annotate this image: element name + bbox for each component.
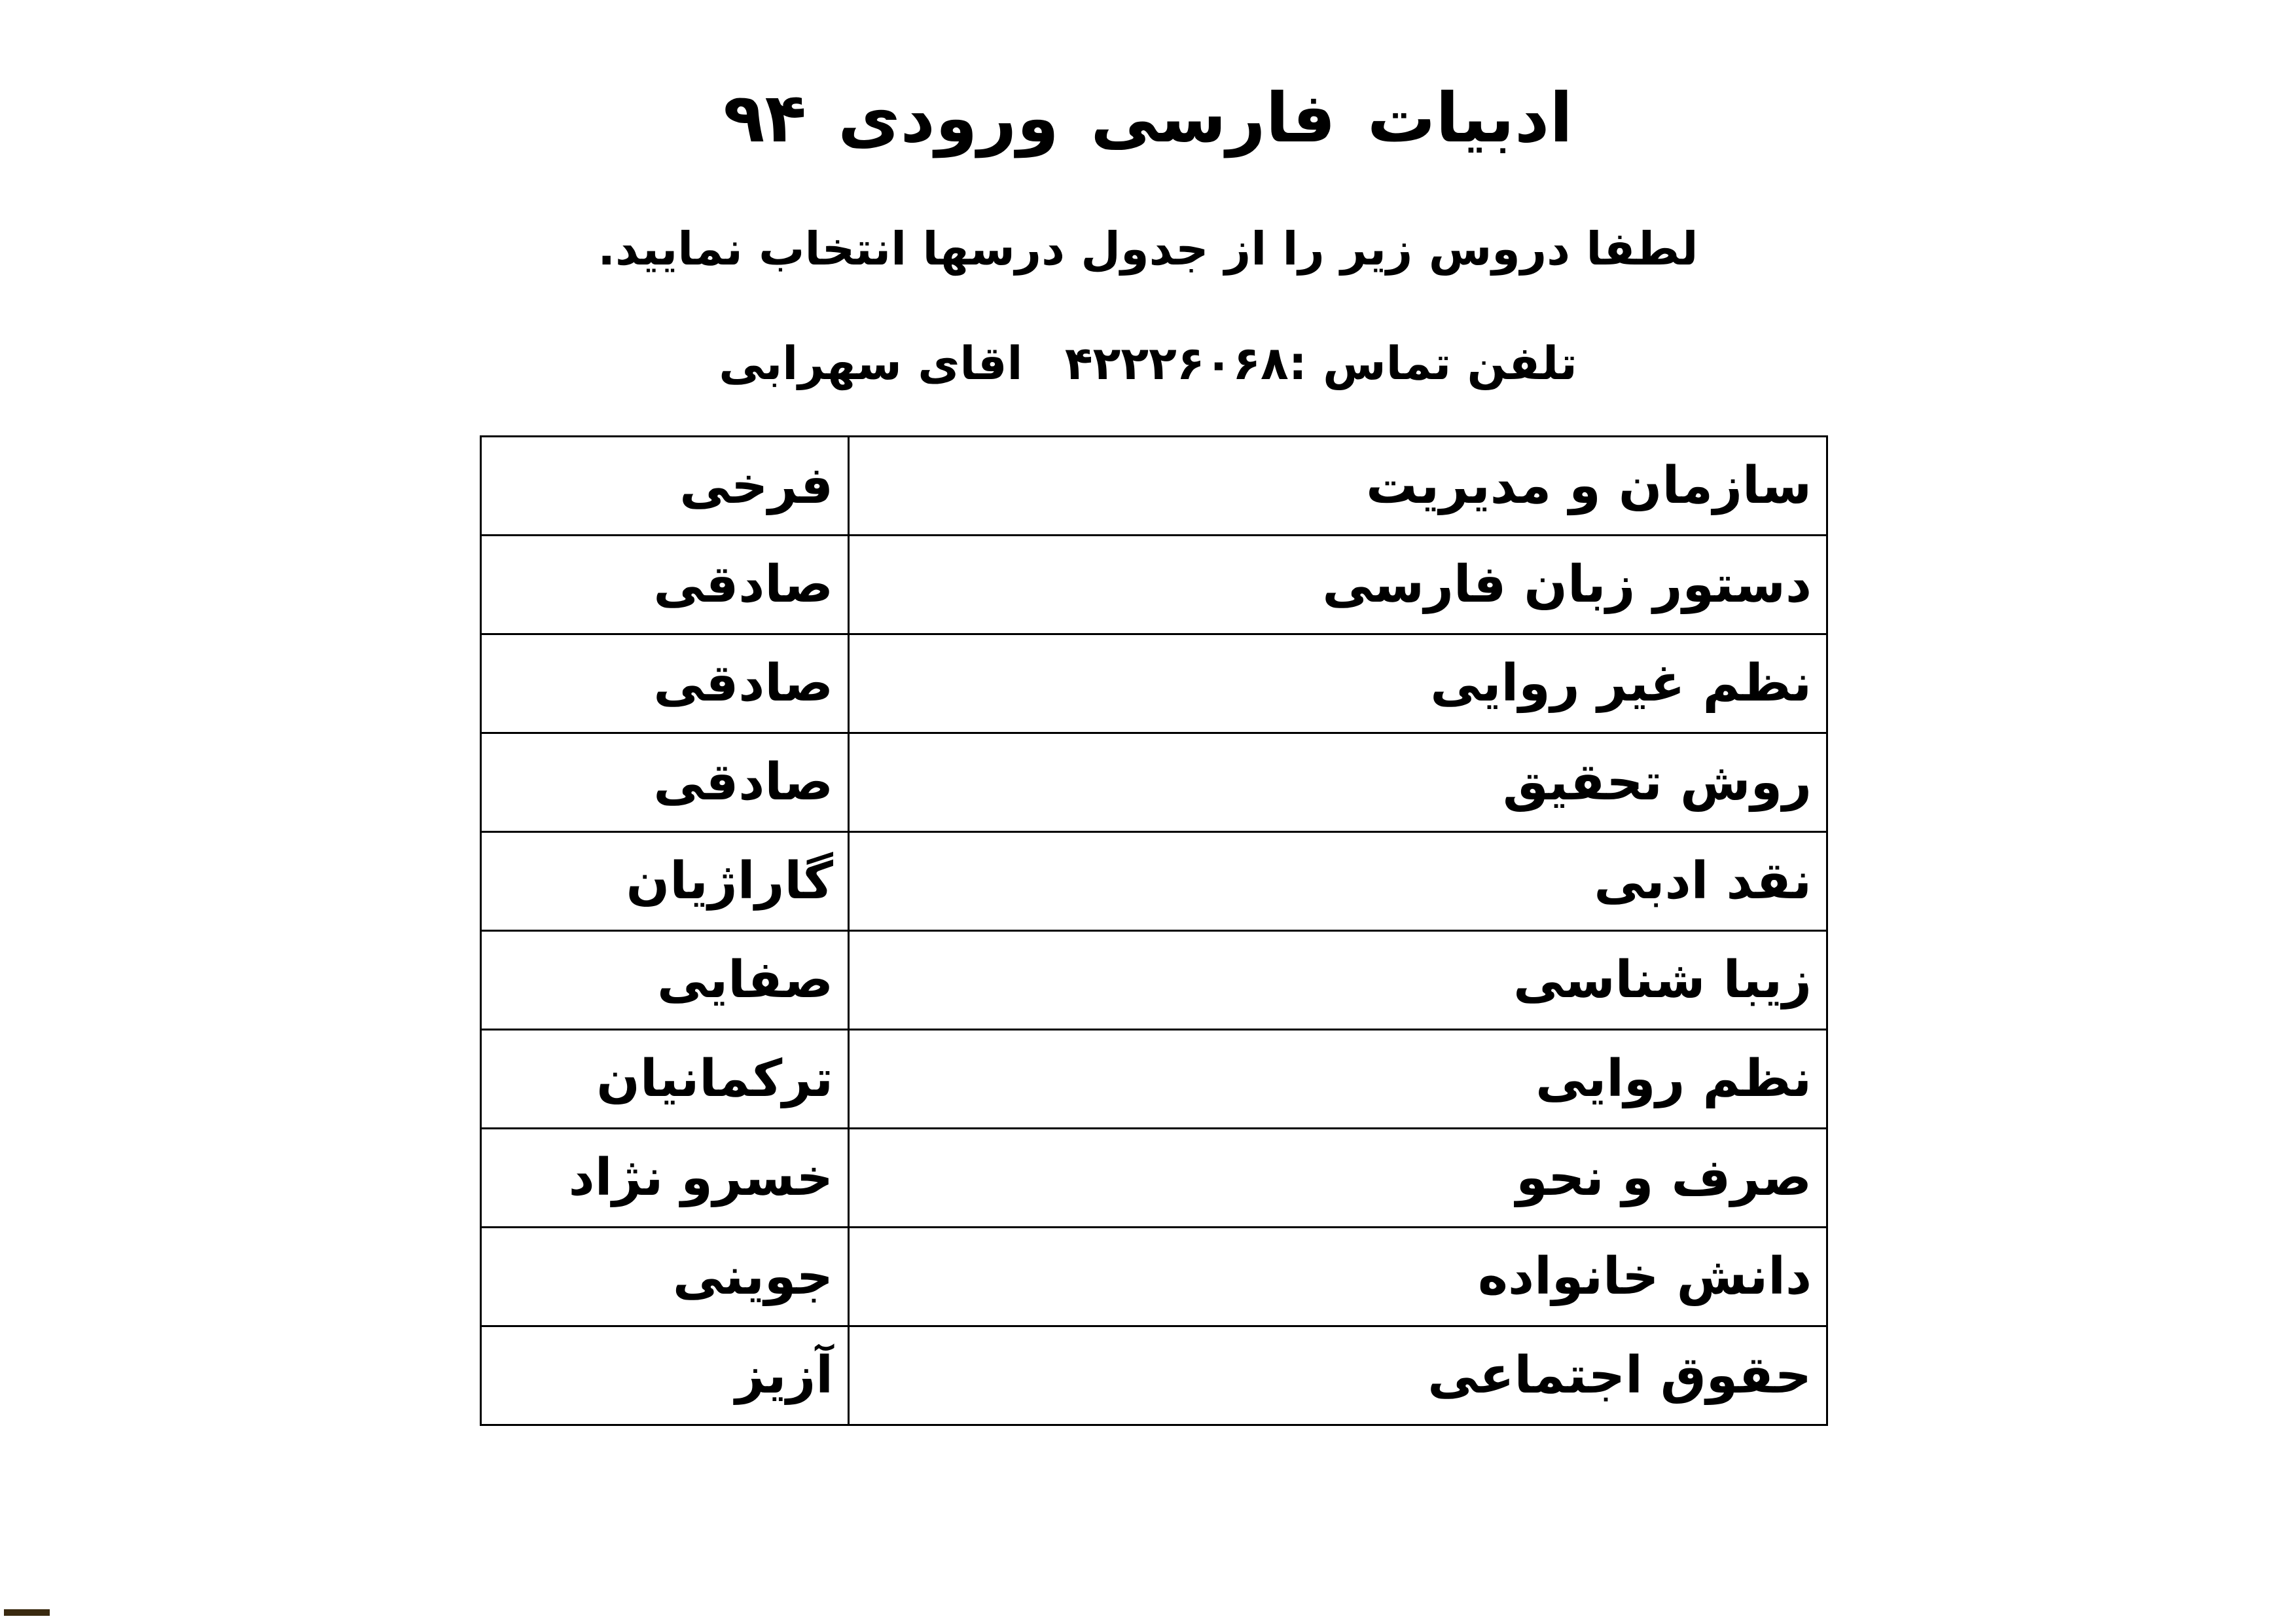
table-row [481,437,1827,536]
course-table [480,435,1828,1426]
table-row [481,1030,1827,1129]
teacher-name: صادقی [481,733,849,832]
table-row [481,1326,1827,1425]
course-name: نظم روایی [849,1030,1827,1129]
teacher-name: جوینی [481,1228,849,1326]
contact-line [0,331,2296,396]
course-name: سازمان و مدیریت [849,437,1827,536]
table-row [481,931,1827,1030]
table-row [481,733,1827,832]
teacher-name: ترکمانیان [481,1030,849,1129]
table-row [481,634,1827,733]
teacher-name: صفایی [481,931,849,1030]
table-row [481,1228,1827,1326]
course-name: زیبا شناسی [849,931,1827,1030]
course-name: نقد ادبی [849,832,1827,931]
teacher-name: صادقی [481,536,849,634]
course-name: نظم غیر روایی [849,634,1827,733]
teacher-name: خسرو نژاد [481,1129,849,1228]
instruction-text: لطفا دروس زیر را از جدول درسها انتخاب نمایید. [598,222,1698,276]
watermark-mark [4,1609,50,1616]
teacher-name: فرخی [481,437,849,536]
table-row [481,832,1827,931]
course-name: حقوق اجتماعی [849,1326,1827,1425]
teacher-name: صادقی [481,634,849,733]
course-name: دانش خانواده [849,1228,1827,1326]
page-title: ادبیات فارسی ورودی ۹۴ [723,78,1573,158]
course-name: روش تحقیق [849,733,1827,832]
contact-phone: تلفن تماس :۴۲۲۲۶۰۶۸ [1064,337,1577,390]
teacher-name: گاراژیان [481,832,849,931]
contact-name: اقای سهرابی [719,337,1023,390]
teacher-name: آزیز [481,1326,849,1425]
course-name: صرف و نحو [849,1129,1827,1228]
table-row [481,1129,1827,1228]
table-row [481,536,1827,634]
course-name: دستور زبان فارسی [849,536,1827,634]
